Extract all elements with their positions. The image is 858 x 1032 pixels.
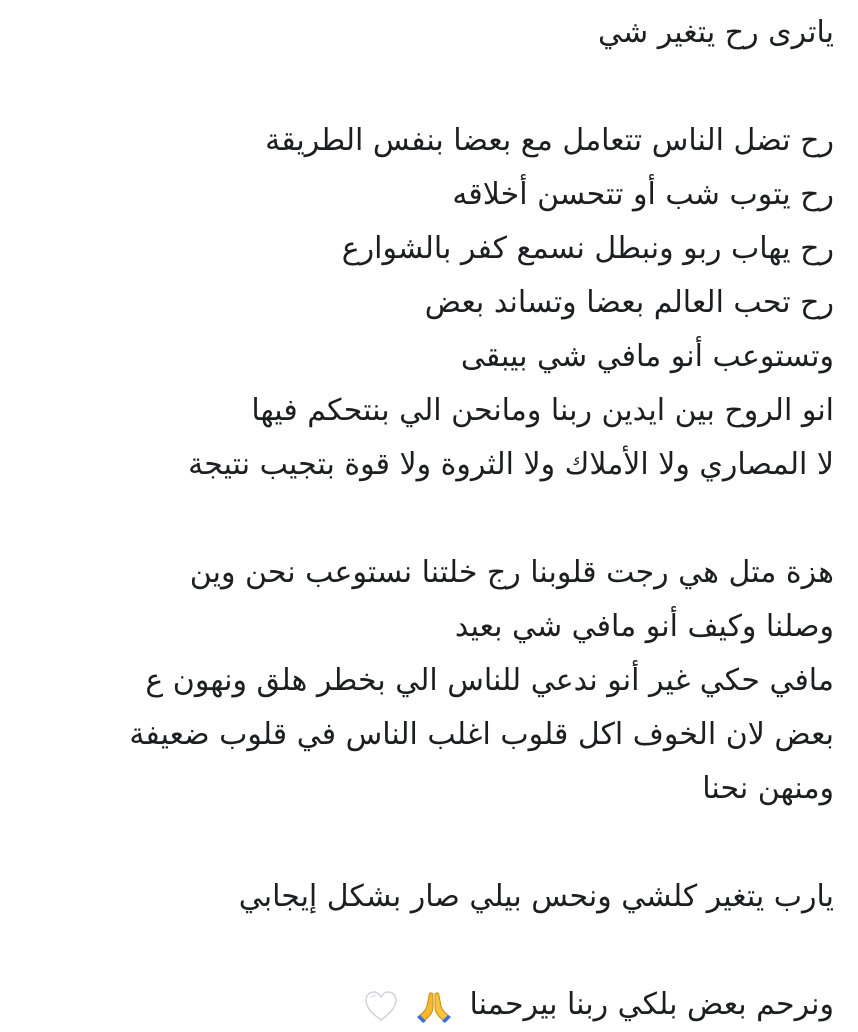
post-line: ياترى رح يتغير شي xyxy=(598,15,834,50)
post-line: انو الروح بين ايدين ربنا ومانحن الي بنتحكم فيها xyxy=(251,393,834,428)
post-line: مافي حكي غير أنو ندعي للناس الي بخطر هلق ونهون ع xyxy=(145,663,834,698)
white-heart-icon xyxy=(362,988,400,1024)
post-line: رح تحب العالم بعضا وتساند بعض xyxy=(424,285,834,320)
post-line: رح يتوب شب أو تتحسن أخلاقه xyxy=(452,177,834,212)
closing-text: ونرحم بعض بلكي ربنا بيرحمنا xyxy=(469,987,834,1022)
post-line: وتستوعب أنو مافي شي بيبقى xyxy=(460,339,834,374)
folded-hands-icon xyxy=(414,988,454,1024)
post-line: يارب يتغير كلشي ونحس بيلي صار بشكل إيجابي xyxy=(238,879,834,914)
post-line: وصلنا وكيف أنو مافي شي بعيد xyxy=(454,609,834,644)
paragraph-spacer xyxy=(20,492,834,546)
post-line: هزة متل هي رجت قلوبنا رج خلتنا نستوعب نحن وين xyxy=(189,555,834,590)
post-line: لا المصاري ولا الأملاك ولا الثروة ولا قوة بتجيب نتيجة xyxy=(188,447,834,482)
post-line: ومنهن نحنا xyxy=(702,771,834,806)
paragraph-spacer xyxy=(20,816,834,870)
paragraph-spacer xyxy=(20,924,834,978)
paragraph-spacer xyxy=(20,60,834,114)
post-line: بعض لان الخوف اكل قلوب اغلب الناس في قلوب ضعيفة xyxy=(129,717,834,752)
post-line: رح يهاب ربو ونبطل نسمع كفر بالشوارع xyxy=(341,231,834,266)
post-line: رح تضل الناس تتعامل مع بعضا بنفس الطريقة xyxy=(265,123,834,158)
